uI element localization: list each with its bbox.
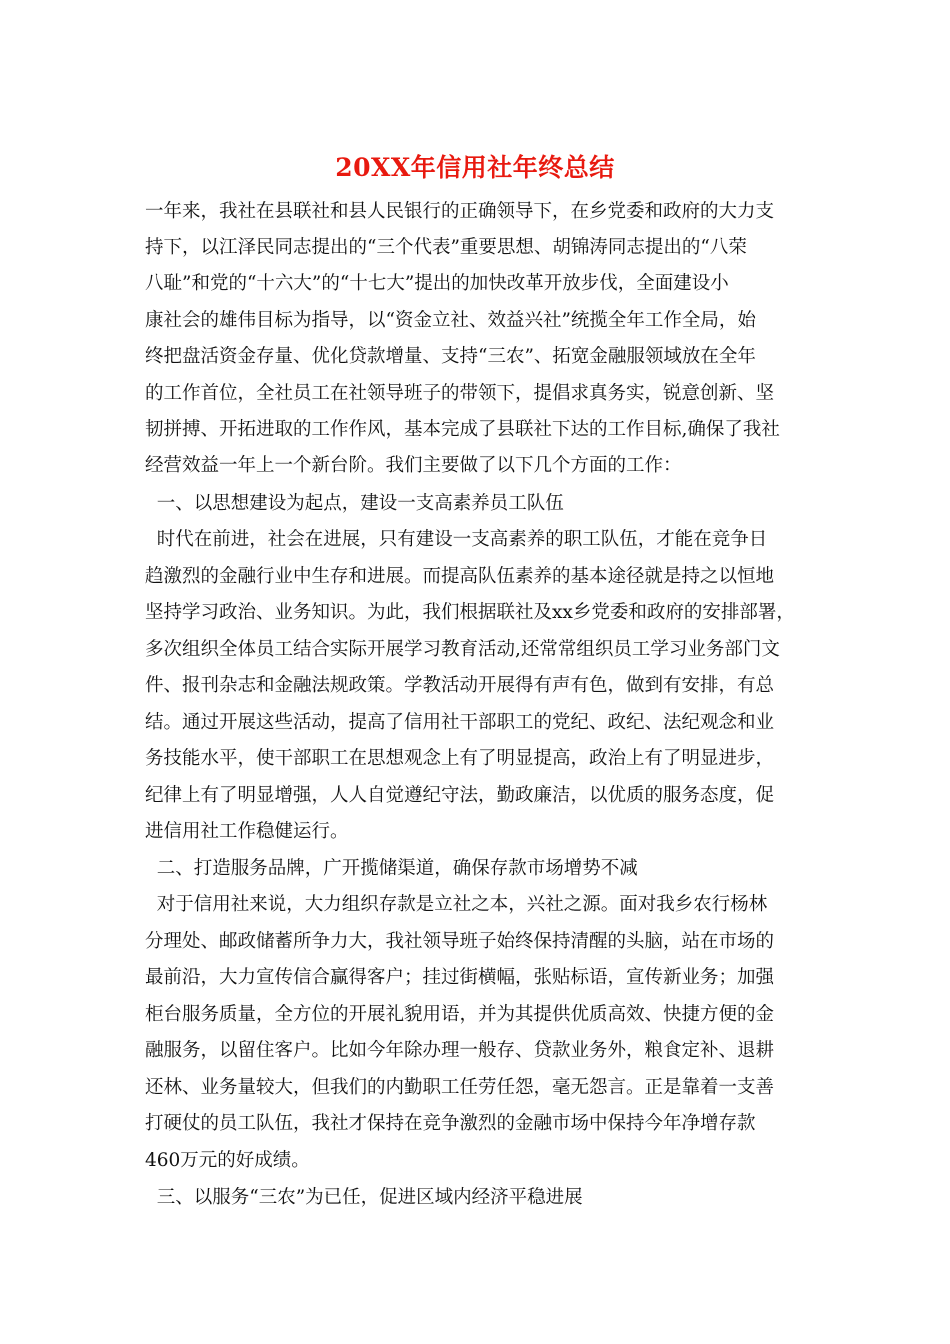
body-line: 件、报刊杂志和金融法规政策。学教活动开展得有声有色，做到有安排，有总: [145, 675, 775, 696]
body-line: 时代在前进，社会在进展，只有建设一支高素养的职工队伍，才能在竞争日: [145, 529, 768, 550]
body-line: 对于信用社来说，大力组织存款是立社之本，兴社之源。面对我乡农行杨林: [145, 894, 768, 915]
body-line: 韧拼搏、开拓进取的工作作风，基本完成了县联社下达的工作目标,确保了我社: [145, 419, 780, 440]
body-line: 经营效益一年上一个新台阶。我们主要做了以下几个方面的工作：: [145, 455, 682, 476]
body-line: 务技能水平，使干部职工在思想观念上有了明显提高，政治上有了明显进步，: [145, 748, 775, 769]
body-line: 八耻”和党的“十六大”的“十七大”提出的加快改革开放步伐，全面建设小: [145, 273, 729, 294]
body-line: 终把盘活资金存量、优化贷款增量、支持“三农”、拓宽金融服领域放在全年: [145, 346, 756, 367]
body-line: 趋激烈的金融行业中生存和进展。而提高队伍素养的基本途径就是持之以恒地: [145, 566, 775, 587]
body-line: 打硬仗的员工队伍，我社才保持在竞争激烈的金融市场中保持今年净增存款: [145, 1113, 756, 1134]
body-line: 结。通过开展这些活动，提高了信用社干部职工的党纪、政纪、法纪观念和业: [145, 712, 775, 733]
body-line: 持下，以江泽民同志提出的“三个代表”重要思想、胡锦涛同志提出的“八荣: [145, 237, 747, 258]
body-line: 康社会的雄伟目标为指导，以“资金立社、效益兴社”统揽全年工作全局，始: [145, 310, 756, 331]
body-line: 进信用社工作稳健运行。: [145, 821, 349, 842]
body-line: 柜台服务质量，全方位的开展礼貌用语，并为其提供优质高效、快捷方便的金: [145, 1004, 775, 1025]
body-line: 还林、业务量较大，但我们的内勤职工任劳任怨，毫无怨言。正是靠着一支善: [145, 1077, 775, 1098]
body-line: 融服务，以留住客户。比如今年除办理一般存、贷款业务外，粮食定补、退耕: [145, 1040, 775, 1061]
body-line: 最前沿，大力宣传信合赢得客户；挂过街横幅，张贴标语，宣传新业务；加强: [145, 967, 775, 988]
body-line: 460万元的好成绩。: [145, 1150, 310, 1171]
body-line: 一年来，我社在县联社和县人民银行的正确领导下，在乡党委和政府的大力支: [145, 201, 775, 222]
body-line: 多次组织全体员工结合实际开展学习教育活动,还常常组织员工学习业务部门文: [145, 639, 780, 660]
body-line: 纪律上有了明显增强，人人自觉遵纪守法，勤政廉洁，以优质的服务态度，促: [145, 785, 775, 806]
document-title: 20XX年信用社年终总结: [335, 153, 615, 182]
section-heading: 三、以服务“三农”为已任，促进区域内经济平稳进展: [145, 1187, 583, 1208]
body-line: 分理处、邮政储蓄所争力大，我社领导班子始终保持清醒的头脑，站在市场的: [145, 931, 775, 952]
section-heading: 二、打造服务品牌，广开揽储渠道，确保存款市场增势不减: [145, 858, 638, 879]
section-heading: 一、以思想建设为起点，建设一支高素养员工队伍: [145, 493, 564, 514]
body-line: 坚持学习政治、业务知识。为此，我们根据联社及xx乡党委和政府的安排部署，: [145, 602, 795, 623]
body-line: 的工作首位，全社员工在社领导班子的带领下，提倡求真务实，锐意创新、坚: [145, 383, 775, 404]
